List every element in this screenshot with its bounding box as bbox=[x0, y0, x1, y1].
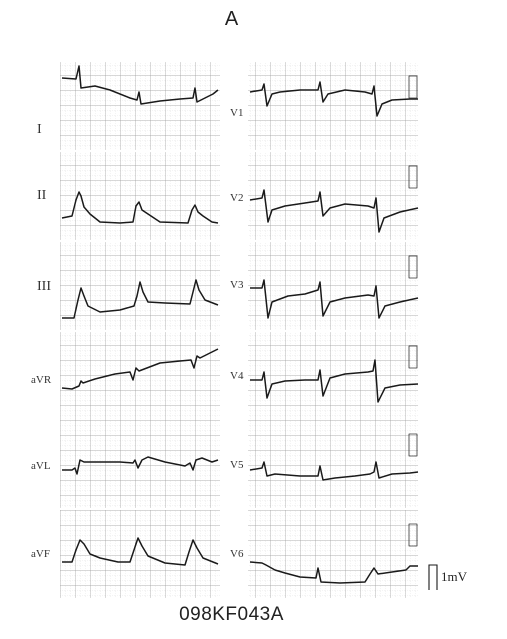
lead-label-v4: V4 bbox=[230, 370, 244, 382]
grid-strip-i bbox=[60, 62, 220, 150]
grid-strip-avf bbox=[60, 510, 220, 598]
grid-strip-v4 bbox=[248, 332, 418, 420]
figure-code: 098KF043A bbox=[179, 604, 284, 625]
grid-strip-ii bbox=[60, 152, 220, 240]
lead-label-v3: V3 bbox=[230, 279, 244, 291]
panel-label: A bbox=[224, 8, 239, 30]
lead-label-i: I bbox=[37, 122, 42, 137]
grid-strip-v5 bbox=[248, 420, 418, 508]
lead-label-v5: V5 bbox=[230, 459, 244, 471]
lead-label-avl: aVL bbox=[31, 460, 51, 472]
grid-strip-v3 bbox=[248, 242, 418, 330]
calibration-pulse bbox=[429, 565, 437, 590]
lead-label-avr: aVR bbox=[31, 374, 52, 386]
grid-strip-v6 bbox=[248, 510, 418, 598]
grid-strip-v1 bbox=[248, 62, 418, 150]
lead-label-iii: III bbox=[37, 279, 51, 294]
grid-strip-iii bbox=[60, 242, 220, 330]
grid-strip-avr bbox=[60, 332, 220, 420]
lead-label-avf: aVF bbox=[31, 548, 50, 560]
lead-label-v1: V1 bbox=[230, 107, 244, 119]
lead-label-v2: V2 bbox=[230, 192, 244, 204]
lead-label-ii: II bbox=[37, 188, 47, 203]
calibration-label: 1mV bbox=[441, 569, 467, 584]
grid-strip-v2 bbox=[248, 152, 418, 240]
lead-label-v6: V6 bbox=[230, 548, 244, 560]
